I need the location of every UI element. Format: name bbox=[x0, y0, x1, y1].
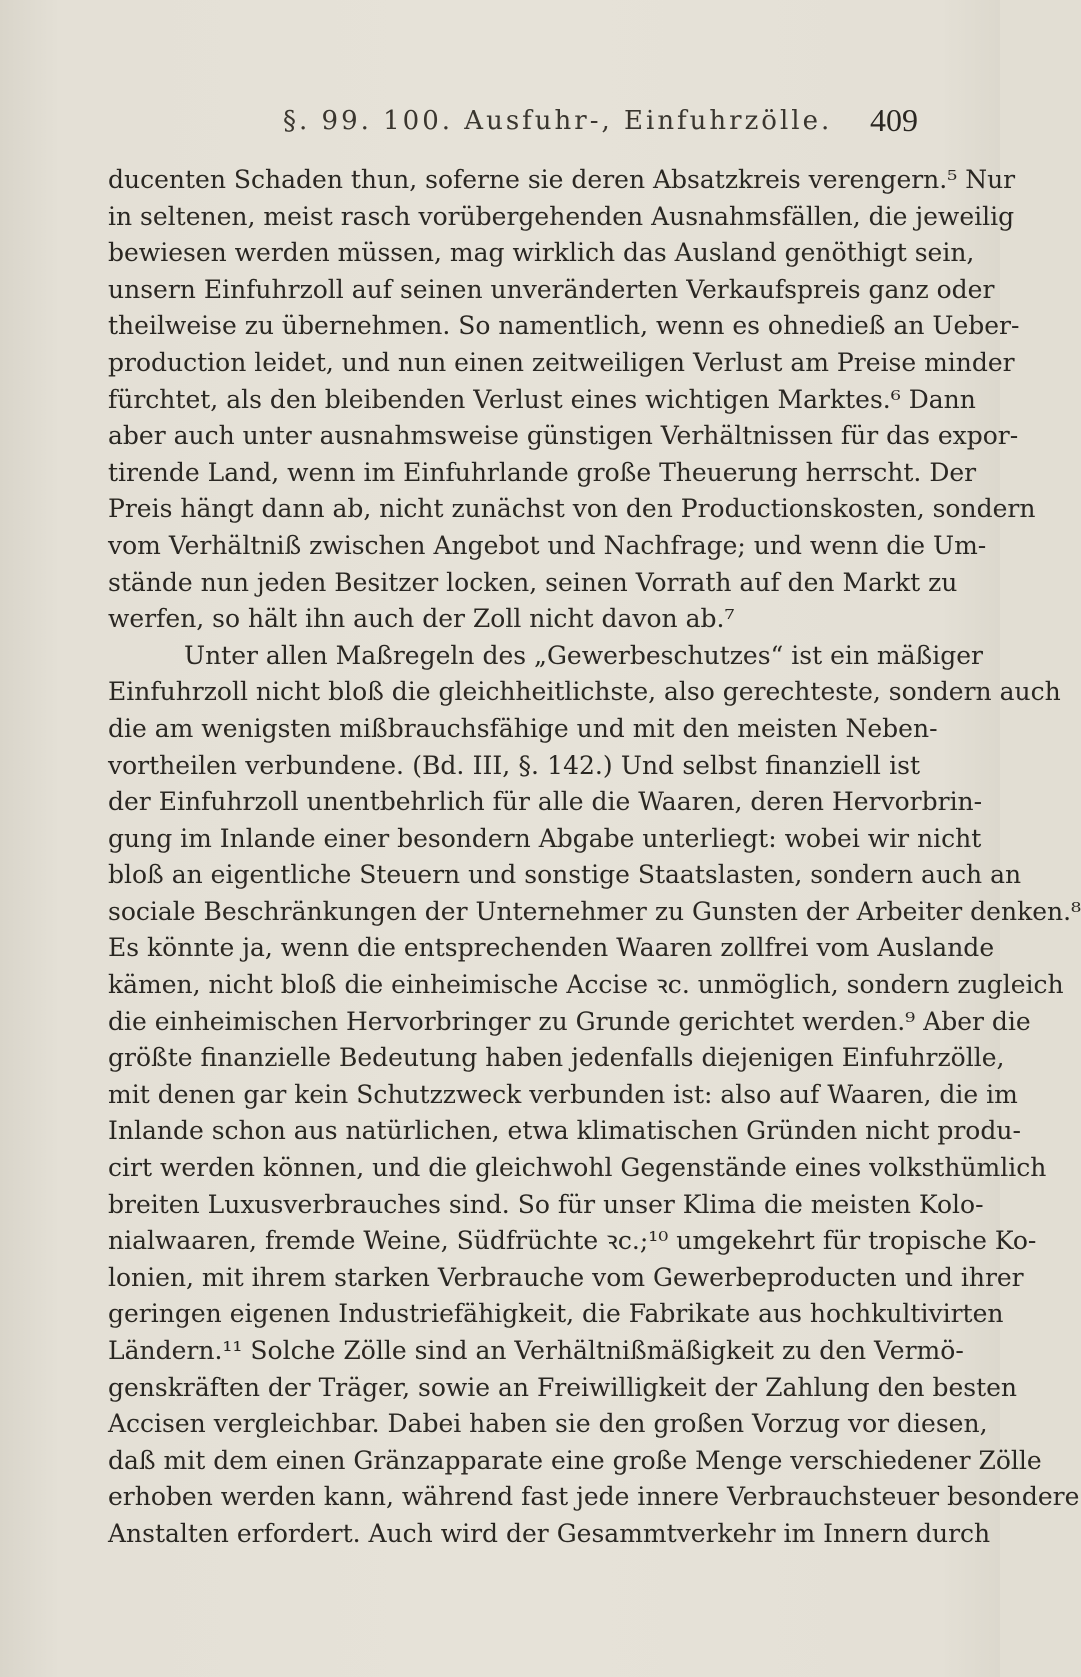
text-line: Einfuhrzoll nicht bloß die gleichheitlichste, also gerechteste, sondern auch bbox=[108, 677, 1061, 707]
text-line: tirende Land, wenn im Einfuhrlande große Theuerung herrscht. Der bbox=[108, 457, 977, 487]
text-line: unsern Einfuhrzoll auf seinen unveränderten Verkaufspreis ganz oder bbox=[108, 274, 995, 304]
text-line: cirt werden können, und die gleichwohl Gegenstände eines volksthümlich bbox=[108, 1153, 1047, 1183]
paragraph-start-line: Unter allen Maßregeln des „Gewerbeschutzes“ ist ein mäßiger bbox=[184, 640, 983, 670]
text-line: Accisen vergleichbar. Dabei haben sie den großen Vorzug vor diesen, bbox=[108, 1409, 988, 1439]
text-line: bloß an eigentliche Steuern und sonstige Staatslasten, sondern auch an bbox=[108, 860, 1022, 890]
text-line: mit denen gar kein Schutzzweck verbunden ist: also auf Waaren, die im bbox=[108, 1079, 1018, 1109]
page-header bbox=[108, 102, 918, 142]
text-line: production leidet, und nun einen zeitweiligen Verlust am Preise minder bbox=[108, 347, 1015, 377]
text-line: kämen, nicht bloß die einheimische Accise ꝛc. unmöglich, sondern zugleich bbox=[108, 970, 1064, 1000]
text-line: Inlande schon aus natürlichen, etwa klimatischen Gründen nicht produ- bbox=[108, 1116, 1021, 1146]
text-line: erhoben werden kann, während fast jede innere Verbrauchsteuer besondere bbox=[108, 1482, 1080, 1512]
text-line: genskräften der Träger, sowie an Freiwilligkeit der Zahlung den besten bbox=[108, 1372, 1018, 1402]
text-line: vortheilen verbundene. (Bd. III, §. 142.) Und selbst finanziell ist bbox=[108, 750, 920, 780]
text-line: bewiesen werden müssen, mag wirklich das Ausland genöthigt sein, bbox=[108, 238, 975, 268]
text-line: vom Verhältniß zwischen Angebot und Nachfrage; und wenn die Um- bbox=[108, 530, 987, 560]
text-line: lonien, mit ihrem starken Verbrauche vom Gewerbeproducten und ihrer bbox=[108, 1262, 1024, 1292]
text-line: die einheimischen Hervorbringer zu Grunde gerichtet werden.⁹ Aber die bbox=[108, 1006, 1031, 1036]
text-line: daß mit dem einen Gränzapparate eine große Menge verschiedener Zölle bbox=[108, 1445, 1042, 1475]
running-head: §. 99. 100. Ausfuhr-, Einfuhrzölle. bbox=[283, 106, 833, 136]
text-line: Ländern.¹¹ Solche Zölle sind an Verhältnißmäßigkeit zu den Vermö- bbox=[108, 1336, 964, 1365]
text-line: der Einfuhrzoll unentbehrlich für alle die Waaren, deren Hervorbrin- bbox=[108, 787, 983, 817]
text-line: stände nun jeden Besitzer locken, seinen Vorrath auf den Markt zu bbox=[108, 567, 958, 597]
text-line: ducenten Schaden thun, soferne sie deren Absatzkreis verengern.⁵ Nur bbox=[108, 165, 1016, 194]
text-line: Anstalten erfordert. Auch wird der Gesammtverkehr im Innern durch bbox=[108, 1518, 991, 1548]
text-line: theilweise zu übernehmen. So namentlich, wenn es ohnedieß an Ueber- bbox=[108, 311, 1020, 341]
text-line: in seltenen, meist rasch vorübergehenden Ausnahmsfällen, die jeweilig bbox=[108, 201, 1015, 231]
text-line: größte finanzielle Bedeutung haben jedenfalls diejenigen Einfuhrzölle, bbox=[108, 1043, 1005, 1073]
text-line: breiten Luxusverbrauches sind. So für unser Klima die meisten Kolo- bbox=[108, 1189, 984, 1219]
text-line: werfen, so hält ihn auch der Zoll nicht davon ab.⁷ bbox=[108, 604, 735, 634]
page-number: 409 bbox=[870, 102, 918, 138]
text-line: aber auch unter ausnahmsweise günstigen Verhältnissen für das expor- bbox=[108, 421, 1019, 451]
text-line: Es könnte ja, wenn die entsprechenden Waaren zollfrei vom Auslande bbox=[108, 933, 995, 963]
body-text bbox=[108, 162, 1081, 1553]
text-line: gung im Inlande einer besondern Abgabe unterliegt: wobei wir nicht bbox=[108, 823, 982, 853]
text-line: nialwaaren, fremde Weine, Südfrüchte ꝛc.;¹⁰ umgekehrt für tropische Ko- bbox=[108, 1226, 1037, 1256]
text-line: sociale Beschränkungen der Unternehmer zu Gunsten der Arbeiter denken.⁸ bbox=[108, 896, 1081, 926]
text-line: fürchtet, als den bleibenden Verlust eines wichtigen Marktes.⁶ Dann bbox=[108, 384, 976, 414]
text-line: Preis hängt dann ab, nicht zunächst von den Productionskosten, sondern bbox=[108, 494, 1036, 524]
text-line: die am wenigsten mißbrauchsfähige und mit den meisten Neben- bbox=[108, 713, 938, 743]
text-line: geringen eigenen Industriefähigkeit, die Fabrikate aus hochkultivirten bbox=[108, 1299, 1004, 1329]
